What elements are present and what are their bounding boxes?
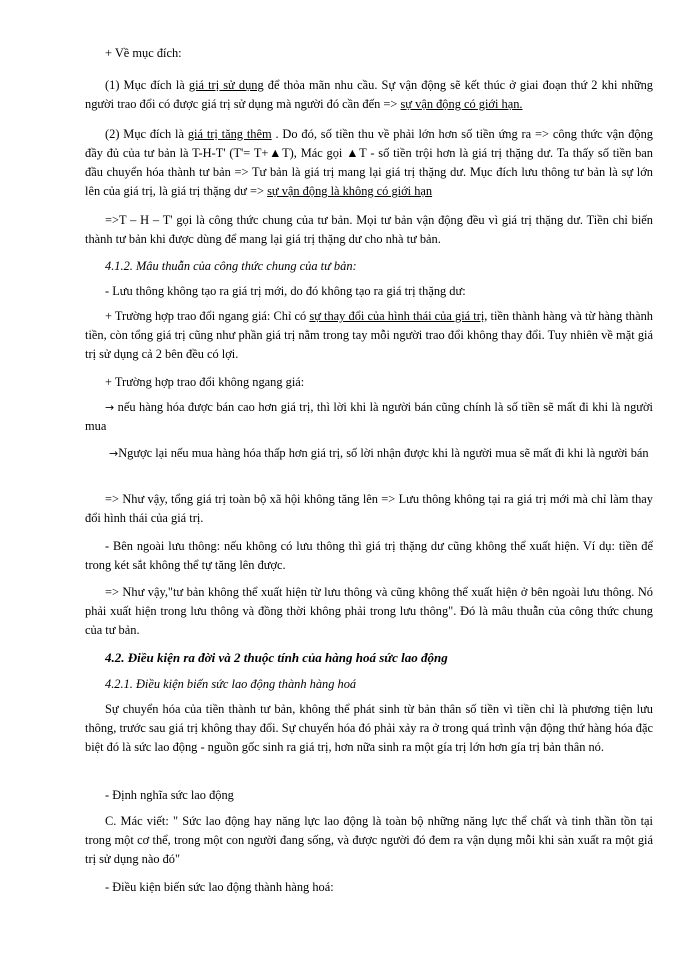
marx-quote-paragraph: C. Mác viết: " Sức lao động hay năng lực lao động là toàn bộ những năng lực thể chất và tinh thần tồn tại trong một cơ thể, trong một con người đang sống, và được người đó đem ra vận dụng mỗi khi sản xuất ra một giá trị sử dụng nào đó" (85, 814, 653, 866)
conditions-heading: - Điều kiện biến sức lao động thành hàng hoá: (105, 880, 334, 894)
section-heading-4-2-1: 4.2.1. Điều kiện biến sức lao động thành hàng hoá (105, 677, 357, 691)
buy-below-value-paragraph: →Ngược lại nếu mua hàng hóa thấp hơn giá trị, số lời nhận được khi là người mua sẽ mất đi khi là người bán (109, 446, 649, 460)
outside-circulation-paragraph: - Bên ngoài lưu thông: nếu không có lưu thông thì giá trị thặng dư cũng không thể xuất hiện. Ví dụ: tiền để trong két sắt không thể tự tăng lên được. (85, 539, 653, 572)
purpose-point-2: (2) Mục đích là giá trị tăng thêm . Do đó, số tiền thu về phải lớn hơn số tiền ứng ra => công thức vận động đầy đủ của tư bản là T-H-T' (T'= T+▲T), Mác gọi ▲T - số tiền trội hơn là giá trị thặng dư. Ta thấy số tiền ban đầu chuyển hóa thành tư bản => Tư bản là giá trị mang lại giá trị thặng dư. Mục đích lưu thông tư bản là sự lớn lên của giá trị, là giá trị thặng dư => sự vận động là không có giới hạn (85, 127, 653, 198)
unequal-exchange-heading: + Trường hợp trao đổi không ngang giá: (105, 375, 305, 389)
labor-power-definition-heading: - Định nghĩa sức lao động (105, 788, 234, 802)
section-heading-4-1-2: 4.1.2. Mâu thuẫn của công thức chung của tư bản: (105, 259, 357, 273)
total-value-conclusion: => Như vậy, tổng giá trị toàn bộ xã hội không tăng lên => Lưu thông không tại ra giá trị mới mà chỉ làm thay đổi hình thái của giá trị. (85, 492, 653, 525)
purpose-point-1: (1) Mục đích là giá trị sử dụng để thỏa mãn nhu cầu. Sự vận động sẽ kết thúc ở giai đoạn thứ 2 khi những người trao đổi có được giá trị sử dụng mà người đó cần đến => sự vận động có giới hạn. (85, 78, 654, 111)
sell-above-value-paragraph: → nếu hàng hóa được bán cao hơn giá trị, thì lời khi là người bán cũng chính là số tiền sẽ mất đi khi là người mua (85, 400, 653, 433)
contradiction-conclusion: => Như vậy,"tư bản không thể xuất hiện từ lưu thông và cũng không thể xuất hiện ở bên ngoài lưu thông. Nó phải xuất hiện trong lưu thông và đồng thời không phải trong lưu thông". Đó là mâu thuẫn của công thức chung của tư bản. (85, 585, 653, 637)
arrow-right-icon: → (105, 401, 115, 414)
equal-exchange-paragraph: + Trường hợp trao đổi ngang giá: Chỉ có sự thay đổi của hình thái của giá trị, tiền thành hàng và từ hàng thành tiền, còn tổng giá trị cũng như phần giá trị nằm trong tay mỗi người trao đổi không thay đổi. Tuy nhiên về mặt giá trị sử dụng cả 2 bên đều có lợi. (85, 309, 653, 361)
transformation-paragraph: Sự chuyển hóa của tiền thành tư bản, không thể phát sinh từ bản thân số tiền vì tiền chỉ là phương tiện lưu thông, trước sau giá trị không thay đổi. Sự chuyển hóa đó phải xảy ra ở trong quá trình vận động thứ hàng hóa đặc biệt đó là sức lao động - nguồn gốc sinh ra giá trị, hơn nữa sinh ra một gía trị lớn hơn gía trị bản thân nó. (85, 702, 653, 754)
general-formula-paragraph: =>T – H – T' gọi là công thức chung của tư bản. Mọi tư bản vận động đều vì giá trị thặng dư. Tiền chỉ biến thành tư bản khi được dùng để mang lại giá trị thặng dư cho nhà tư bản. (85, 213, 653, 246)
purpose-heading: + Về mục đích: (105, 46, 182, 60)
section-heading-4-2: 4.2. Điều kiện ra đời và 2 thuộc tính của hàng hoá sức lao động (105, 650, 448, 665)
arrow-right-icon: → (109, 447, 119, 460)
circulation-no-value-paragraph: - Lưu thông không tạo ra giá trị mới, do đó không tạo ra giá trị thặng dư: (105, 284, 466, 298)
